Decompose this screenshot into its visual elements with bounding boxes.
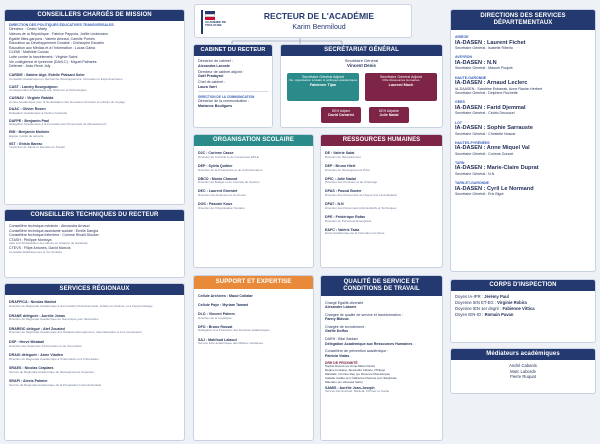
regional-sub: Direction de Régionale Académique à la Formation Professionnelle, Initiale et Continue, et à l'Apprentissage (9, 304, 153, 308)
support-sub: Direction de la Logistique (198, 316, 232, 320)
org-entry (194, 175, 313, 188)
quality-list (321, 299, 442, 360)
sg-adjoint-2-title: Secrétaire Général Adjoint (380, 75, 422, 79)
technical-label: CTEVS : Filipe Antunes, David Marcos (9, 246, 71, 251)
support-panel (193, 275, 314, 441)
quality-title: QUALITÉ DE SERVICE ET CONDITIONS DE TRAVAIL (321, 276, 442, 296)
dsb-adjoint-2-title: DEH Adjointe (378, 109, 400, 113)
rh-sub: Direction des Personnels de l'Appui à la Centralisation (325, 194, 398, 198)
org-label: DOS : Pascale Kous (198, 202, 233, 207)
sg-adjoint-2-sub: Pôle Ressources Humaines (382, 78, 420, 83)
rh-sub: École Académique de la Formation Continue (325, 232, 385, 236)
support-entry (194, 323, 313, 336)
regional-label: DRAREIC délégué : Atef Zouaied (9, 326, 65, 331)
politics-item: CLEMI : Mathilde Cuniac (9, 50, 49, 55)
support-sub: Service inter-académique des Affaires Juridiques (198, 342, 263, 346)
regional-entry (5, 377, 184, 390)
rh-list (321, 149, 442, 238)
mission-label: IIST : Ghislo Barrac (9, 141, 43, 146)
quality-name: Fanny Bidoux (325, 317, 349, 322)
mission-sub: Inspection de Santé et Sécurité au Travail (9, 146, 65, 150)
technical-label: Conseillère technique médecin : Alexandra Arnaud (9, 224, 90, 228)
quality-name: Alexandre Laborie (325, 305, 357, 310)
rh-label: EAFC : Valérie Tazia (325, 227, 360, 232)
support-sub: Délégation à la Protection des Données académiques (198, 329, 270, 333)
sg-adjoint-1-sub: Vie, organisation scolaire & politiques académiques (288, 78, 358, 83)
mission-entry (5, 117, 184, 128)
dsden-entry (451, 179, 595, 199)
dsden-dept: ARIÈGE (455, 35, 469, 40)
rh-label: DPE : Frédérique Rofas (325, 215, 366, 220)
missions-panel (4, 9, 185, 205)
proximity-title: DRH DE PROXIMITÉ (325, 360, 358, 365)
mission-label: CASNAV : Virginie Rabida (9, 96, 54, 101)
mediator-name: Pierre Ruquat (510, 374, 536, 380)
regional-label: SRAES : Nicolas Crapiaes (9, 366, 54, 371)
org-panel (193, 134, 314, 268)
comm-name: Marianne Bouligues (198, 104, 233, 109)
technical-panel (4, 209, 185, 278)
cabinet-role: Directeur de cabinet adjoint : (198, 69, 244, 74)
org-sub: Direction de l'Organisation Scolaire (198, 206, 245, 210)
technical-label: Conseillère technique assistante sociale : Émilie Dangla (9, 228, 99, 233)
proximity-item: Malvialle, Corinne Ray (ex Florence Mondouqou) (325, 372, 391, 376)
support-label: Cellule Paye : Myriam Tamani (198, 303, 249, 308)
dsden-secretary: Secrétaire Général : N.N (455, 172, 495, 177)
mediators-panel (450, 348, 596, 394)
dsden-title: DIRECTIONS DES SERVICES DÉPARTEMENTAUX (451, 10, 595, 30)
dsden-dept: HAUTES-PYRÉNÉES (455, 140, 490, 145)
rh-label: DE : Valérie Salat (325, 151, 355, 156)
quality-label: Chargée de qualité de service et transformation : (325, 312, 403, 317)
dsb-adjoint-2 (369, 107, 409, 123)
support-entry (194, 292, 313, 301)
inspection-label: Doyenne IEN ET-EG : (455, 300, 496, 305)
comm-title: DIRECTION DE LA COMMUNICATION (198, 95, 255, 100)
mission-entry (5, 129, 184, 140)
sg-adjoint-1 (287, 73, 359, 101)
dsden-director: IA-DASEN : Arnaud Leclerc (455, 80, 528, 87)
rh-sub: Direction de l'Enseignement Privé (325, 168, 370, 172)
rh-entry (321, 175, 442, 188)
rh-panel (320, 134, 443, 268)
mission-label: DAFPE : Benjamin Paul (9, 118, 50, 123)
rh-label: DPAT : N.N (325, 202, 344, 207)
inspection-name: Jérémy Paul (484, 294, 509, 299)
sg-panel (280, 44, 443, 128)
regional-entry (5, 324, 184, 337)
dsden-dept: TARN (455, 161, 465, 166)
technical-label: CTASH : Philippe Montoya (9, 237, 52, 242)
proximity-item: Régine Fontaine, Alexandre Laborie, Philippe (325, 369, 386, 373)
technical-sub: Conseiller Établissement et Vie Scolaire (9, 250, 63, 254)
politics-item: Lutte contre la harcèlement : Virginie Salmi (9, 54, 78, 59)
dsden-director: IA-DASEN : Farid Djemmal (455, 104, 526, 111)
regional-sub: Direction des Systèmes d'Information et de l'Innovation (9, 344, 83, 348)
org-entry (194, 200, 313, 213)
org-list (194, 149, 313, 213)
mission-sub: Équipe mobile de sécurité (9, 134, 44, 138)
proximity-item: Maertam (ex Vanessa Saric) (325, 380, 363, 384)
dsden-secretary-2: Secrétaire Général : Delphine Rochette (455, 91, 518, 96)
regional-entry (5, 364, 184, 377)
sg-adjoint-1-title: Secrétaire Général Adjoint (302, 75, 344, 79)
dsb-adjoint-2-name: Julie Nadal (379, 113, 399, 118)
org-label: D2C : Corinne Casse (198, 151, 234, 156)
rh-entry (321, 162, 442, 175)
missions-others-list (5, 72, 184, 152)
regional-list (5, 298, 184, 390)
support-entry (194, 335, 313, 348)
politics-item: Valeurs de la République : Fabrice Pappola, Joëlle Lindemann (9, 32, 109, 36)
rh-entry (321, 226, 442, 239)
dsden-secretary: Secrétaire Général : Éric Bigot (455, 192, 504, 197)
dsden-dept: TARN-ET-GARONNE (455, 181, 489, 186)
politics-item: Directeur : Cédric Marty (9, 27, 47, 32)
quality-label: Chargée de recrutement : (325, 324, 366, 329)
dsden-director: IA-DASEN : Cyril Le Normand (455, 185, 534, 192)
dsden-dept: AVEYRON (455, 55, 473, 60)
dsden-dept: HAUTE-GARONNE (455, 75, 487, 80)
mission-sub: Conseiller Académique en Recherche-Développement, Innovation et Expérimentation (9, 77, 123, 81)
mission-entry (5, 106, 184, 117)
technical-title: CONSEILLERS TECHNIQUES DU RECTEUR (5, 210, 184, 221)
academy-logo (201, 10, 227, 34)
technical-sub: Aide à la Scolarisation des élèves en situation de Handicap (9, 242, 88, 246)
dsden-entry (451, 159, 595, 179)
dsden-dept: LOT (455, 120, 462, 125)
mission-label: CAST : Landry Bourguignon (9, 84, 58, 89)
inspection-name: Virginie Robira (497, 300, 527, 305)
regional-label: DSP : Hervé Mirabail (9, 339, 45, 344)
dsden-director: IA-DASEN : Marie-Claire Duprat (455, 165, 539, 172)
regional-label: DRAIO déléguée : Anne Vladlen (9, 353, 63, 358)
regional-label: DRANE déléguée : Aurélie Jonas (9, 313, 65, 318)
technical-label: Conseillère technique infirmière : Corinne Rivalli-Stocker (9, 233, 99, 238)
missions-title: CONSEILLERS CHARGÉS DE MISSION (5, 10, 184, 21)
dsden-secretary: Secrétaire Général : Manuel Poujols (455, 66, 513, 71)
page-title: RECTEUR DE L'ACADÉMIE (263, 11, 375, 21)
quality-entry (321, 348, 442, 360)
mission-label: DAAC : Olivier Rosen (9, 107, 46, 112)
dsden-secretary: IA-DAASEN : Sandrine Esbarrak, Anne Rauhe-Herbert (455, 86, 543, 91)
rh-entry (321, 200, 442, 213)
mission-entry (5, 72, 184, 83)
support-label: DLO : Vincent Palerm (198, 312, 235, 317)
quality-panel (320, 275, 443, 441)
mission-entry (5, 83, 184, 94)
sg-name: Vincent Denis (347, 63, 376, 68)
politics-list (5, 27, 184, 68)
mission-label: CARDIE : Sabine Algé, Estelle Plaisant Soler (9, 73, 85, 78)
regional-entry (5, 338, 184, 351)
org-sub: Direction du Budget et du Contrôle de Gestion (198, 181, 260, 185)
quality-label: Conseillère de prévention académique : (325, 349, 389, 354)
support-entry (194, 310, 313, 323)
mediator-name: André Cabanis (509, 363, 537, 368)
dsden-secretary: Secrétaire Général : Christelle Noscar (455, 131, 516, 136)
mediator-name: Marc Laborde (510, 368, 536, 374)
dsden-entry (451, 33, 595, 53)
politics-title: DIRECTION DES POLITIQUES ÉDUCATIVES TRANSVERSALES (9, 23, 114, 27)
cabinet-role: Directrice de cabinet : (198, 59, 233, 63)
support-label: Cellule Archives : Maud Collatar (198, 294, 253, 299)
sg-title: SECRÉTARIAT GÉNÉRAL (281, 45, 442, 56)
sg-adjoint-2 (365, 73, 437, 101)
rh-label: DPIC : Julie Nadal (325, 176, 356, 181)
dsb-adjoint-1-name: David Carrarini (328, 113, 354, 118)
quality-label: DARH : Bilal Saidani (325, 337, 358, 342)
politics-item: Éducation aux Médias et à l'Information : Lucas Gaina (9, 45, 95, 50)
regional-sub: Service de Régionale Académique de l'Enseignement Supérieur (9, 370, 95, 374)
regional-title: SERVICES RÉGIONAUX (5, 284, 184, 295)
inspection-row (451, 312, 595, 318)
quality-entry (321, 299, 442, 311)
samis-label: SAMIS : Aurélie Jean-Joseph (325, 385, 375, 390)
proximity-item: Isabelle Cadas (ex) Catherine Flamme (ex) Stéphanie (325, 376, 397, 380)
inspection-panel (450, 279, 596, 343)
mission-entry (5, 95, 184, 106)
inspection-label: Doyen IEN-IO : (455, 312, 484, 317)
inspection-label: Doyen IA-IPR : (455, 294, 483, 299)
quality-entry (321, 336, 442, 348)
org-title: ORGANISATION SCOLAIRE (194, 135, 313, 146)
org-sub: Direction de la Prospective et de la Performance (198, 168, 263, 172)
cabinet-title: CABINET DU RECTEUR (194, 45, 272, 56)
rh-title: RESSOURCES HUMAINES (321, 135, 442, 146)
rh-sub: Direction du Personnel Enseignant (325, 219, 372, 223)
quality-label: Chargé Égalité-diversité (325, 300, 364, 305)
rh-label: DEP : Bruno Hiert (325, 163, 356, 168)
mission-sub: Délégation Académique à l'Action Culturelle (9, 112, 68, 116)
org-label: DBCO : Monia Chassot (198, 176, 238, 181)
org-entry (194, 187, 313, 200)
org-entry (194, 162, 313, 175)
dsb-adjoint-1-title: DEH Adjoint (331, 109, 351, 113)
cabinet-name: Laura Varri (198, 84, 217, 89)
sg-adjoint-1-name: Fabienne Tijan (309, 83, 337, 87)
quality-name: Délégation Académique aux Ressources Humaines (325, 341, 413, 346)
rh-label: DPAS : Pascal Bonier (325, 189, 362, 194)
rh-entry (321, 149, 442, 162)
rh-entry (321, 213, 442, 226)
org-label: DEC : Laurent Ginestet (198, 189, 238, 194)
regional-panel (4, 283, 185, 441)
rh-sub: Direction de l'Encadrement (325, 155, 361, 159)
org-entry (194, 149, 313, 162)
comm-label: Directrice de la communication : (198, 99, 250, 104)
cabinet-name: Gaël Pradayrol (198, 74, 224, 79)
quality-name: Patricia Vialas (325, 353, 350, 358)
inspection-label: Doyenne IEN 1er degré : (455, 306, 502, 311)
technical-list (5, 224, 184, 255)
rh-sub: Direction des Pensions et du Chômage (325, 181, 378, 185)
regional-sub: Direction de Régionale Académique du Numérique pour l'Éducation (9, 318, 99, 322)
dsden-list (451, 33, 595, 199)
logo-text: ACADÉMIE DE TOULOUSE (205, 20, 227, 28)
support-list (194, 292, 313, 348)
quality-entry (321, 323, 442, 335)
inspection-name: Romain Pavan (484, 312, 514, 317)
samis-sub: Service Administratif, Médical, Infirmier et Social (325, 390, 390, 394)
cabinet-panel (193, 44, 273, 128)
org-sub: Direction des Examens et Concours (198, 194, 246, 198)
support-label: SAJ : Mahfoud Lalaoui (198, 337, 237, 342)
politics-item: Défense : Jean-René Joly (9, 64, 51, 69)
org-label: DEP : Sylvia Quibler (198, 163, 233, 168)
dsden-secretary: Secrétaire Général : Isabelle Ribeiro (455, 46, 513, 51)
dsden-entry (451, 118, 595, 138)
regional-sub: Direction de Régionale Académique des Relations Européennes, Internationales et à la Coopération (9, 331, 142, 335)
regional-entry (5, 298, 184, 311)
regional-label: SRAPI : Alexis Palmier (9, 379, 48, 384)
inspection-title: CORPS D'INSPECTION (451, 280, 595, 291)
rector-name: Karim Benmiloud (292, 24, 346, 31)
proximity-list (321, 365, 442, 384)
politics-item: Éducation au Développement Durable : Christophe Escartin (9, 41, 105, 46)
proximity-item: Sophie Deccot (ex Anne-Marie Panin) (325, 365, 376, 369)
mission-sub: Délégation Académique à la Formation des Personnels de l'Encadrement (9, 123, 107, 127)
mediators-title: Médiateurs académiques (451, 349, 595, 360)
quality-entry (321, 311, 442, 323)
dsden-entry (451, 139, 595, 159)
sg-adjoint-2-name: Laurent Mach (388, 83, 414, 87)
dsden-director: IA-DASEN : Sophie Sarrauste (455, 125, 534, 132)
rh-sub: Direction des Personnels Administratifs et Techniques (325, 206, 397, 210)
dsb-adjoint-1 (321, 107, 361, 123)
dsden-secretary: Secrétaire Général : Corinne Goncet (455, 151, 514, 156)
rector-header (194, 4, 412, 38)
regional-entry (5, 311, 184, 324)
politics-item: Vie collégienne et lycéenne (DAVLC) : Miguel Palhares (9, 59, 97, 64)
cabinet-list (194, 59, 272, 90)
regional-sub: Direction de Régionale Académique à l'Information et à l'Orientation (9, 357, 99, 361)
regional-label: DRAFPICA : Nicolas Madiot (9, 300, 56, 305)
inspection-list (451, 294, 595, 318)
support-entry (194, 301, 313, 310)
mission-sub: Correspondant Académique aux Sciences et Technologies (9, 89, 87, 93)
quality-name: Gaëlle Doffos (325, 329, 349, 334)
mediators-list (451, 363, 595, 380)
dsden-entry (451, 73, 595, 98)
sg-subtitle: Secrétaire Général (344, 58, 379, 63)
dsden-entry (451, 53, 595, 73)
dsden-director: IA-DASEN : N.N (455, 59, 497, 66)
rh-entry (321, 187, 442, 200)
dsden-director: IA-DASEN : Laurent Fichet (455, 39, 526, 46)
mission-entry (5, 140, 184, 151)
regional-sub: Service de Régionale Académique de la Préparation Interministérielle (9, 384, 102, 388)
dsden-director: IA-DASEN : Anne Miquel Val (455, 145, 530, 152)
org-sub: Direction de Contrôle et du Conseil aux EPLE (198, 155, 259, 159)
dsden-panel (450, 9, 596, 272)
regional-entry (5, 351, 184, 364)
support-label: DFO : Bruno Rossat (198, 324, 233, 329)
dsden-entry (451, 98, 595, 118)
dsden-secretary: Secrétaire Général : Cédric Decouzel (455, 111, 515, 116)
support-title: SUPPORT ET EXPERTISE (194, 276, 313, 289)
politics-item: Égalité filles-garçons : Valérie Arbraut, Camille Pomès (9, 36, 95, 41)
cabinet-name: Alexandra Lacoste (198, 63, 230, 68)
mission-sub: Centre Académique pour la Scolarisation des Nouveaux Arrivants et enfants du Voyage (9, 100, 125, 104)
inspection-name: Fabienne Vittica (502, 306, 535, 311)
dsden-dept: GERS (455, 100, 465, 105)
cabinet-role: Chef de cabinet : (198, 80, 226, 85)
mission-label: EMI : Benjamin Molinier (9, 130, 50, 135)
